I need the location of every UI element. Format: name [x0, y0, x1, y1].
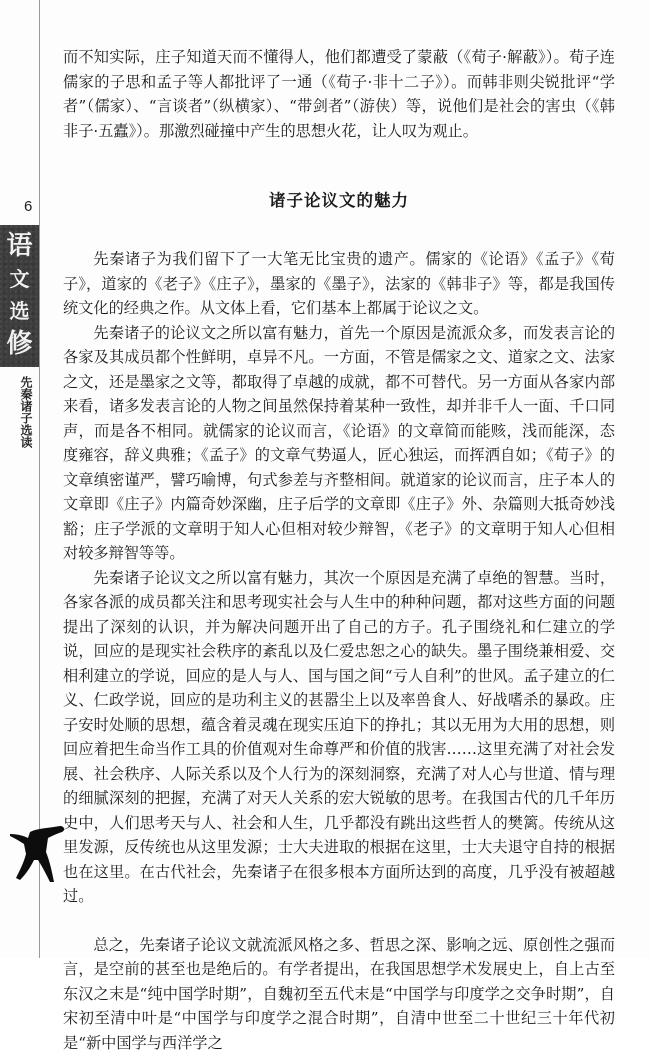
- body-paragraph: 总之，先秦诸子论议文就流派风格之多、哲思之深、影响之远、原创性之强而言，是空前的甚至也是绝后的。有学者提出，在我国思想学术发展史上，自上古至东汉之末是“纯中国学时期”，自魏初至五代末是“中国学与印度学之交争时期”，自宋初至清中叶是“中国学与印度学之混合时期”，自清中世至二十世纪三十年代初是“新中国学与西洋学之: [63, 933, 615, 1055]
- body-paragraph: 先秦诸子为我们留下了一大笔无比宝贵的遗产。儒家的《论语》《孟子》《荀子》，道家的《老子》《庄子》，墨家的《墨子》，法家的《韩非子》等，都是我国传统文化的经典之作。从文体上看，它们基本上都属于论议之文。: [63, 247, 615, 321]
- body-paragraph: 先秦诸子的论议文之所以富有魅力，首先一个原因是流派众多，而发表言论的各家及其成员都个性鲜明，卓异不凡。一方面，不管是儒家之文、道家之文、法家之文，还是墨家之文等，都取得了卓越的成就，都不可替代。另一方面从各家内部来看，诸多发表言论的人物之间虽然保持着某种一致性，却并非千人一面、千口同声，而是各不相同。就儒家的论议而言，《论语》的文章简而能赅，浅而能深，态度雍容，辞义典雅；《孟子》的文章气势逼人，匠心独运，而挥洒自如；《荀子》的文章缜密谨严，譬巧喻博，句式参差与齐整相间。就道家的论议而言，庄子本人的文章即《庄子》内篇奇妙深幽，庄子后学的文章即《庄子》外、杂篇则大抵奇妙浅豁；庄子学派的文章明于知人心但相对较少辩智，《老子》的文章明于知人心但相对较多辩智等等。: [63, 321, 615, 566]
- paragraph-gap: [63, 909, 615, 933]
- margin-rule: [39, 0, 40, 958]
- intro-paragraph: 而不知实际，庄子知道天而不懂得人，他们都遭受了蒙蔽（《荀子·解蔽》）。荀子连儒家的子思和孟子等人都批评了一通（《荀子·非十二子》）。而韩非则尖锐批评“学者”（儒家）、“言谈者”（纵横家）、“带剑者”（游侠）等，说他们是社会的害虫（《韩非子·五蠹》）。那激烈碰撞中产生的思想火花，让人叹为观止。: [63, 45, 615, 143]
- bronze-jue-vessel-icon: [8, 822, 66, 884]
- document-body: [63, 45, 615, 1055]
- side-banner-char: 文: [10, 263, 30, 295]
- side-subtitle: 先秦诸子选读: [17, 376, 33, 448]
- body-paragraph: 先秦诸子论议文之所以富有魅力，其次一个原因是充满了卓绝的智慧。当时，各家各派的成员都关注和思考现实社会与人生中的种种问题，都对这些方面的问题提出了深刻的认识，并为解决问题开出了自己的方子。孔子围绕礼和仁建立的学说，回应的是现实社会秩序的紊乱以及仁爱忠恕之心的缺失。墨子围绕兼相爱、交相利建立的学说，回应的是人与人、国与国之间“亏人自利”的世风。孟子建立的仁义、仁政学说，回应的是功利主义的甚嚣尘上以及率兽食人、好战嗜杀的暴政。庄子安时处顺的思想，蕴含着灵魂在现实压迫下的挣扎；其以无用为大用的思想，则回应着把生命当作工具的价值观对生命尊严和价值的戕害……这里充满了对社会发展、社会秩序、人际关系以及个人行为的深刻洞察，充满了对人心与世道、情与理的细腻深刻的把握，充满了对天人关系的宏大锐敏的思考。在我国古代的几千年历史中，人们思考天与人、社会和人生，几乎都没有跳出这些哲人的樊篱。传统从这里发源，反传统也从这里发源；士大夫进取的根据在这里，士大夫退守自持的根据也在这里。在古代社会，先秦诸子在很多根本方面所达到的高度，几乎没有被超越过。: [63, 566, 615, 909]
- page-number: 6: [24, 198, 32, 215]
- side-banner-char: 修: [6, 327, 32, 361]
- side-banner-char: 语: [6, 229, 32, 263]
- side-banner: [0, 225, 39, 367]
- section-title: 诸子论议文的魅力: [63, 187, 615, 211]
- side-banner-char: 选: [10, 295, 30, 327]
